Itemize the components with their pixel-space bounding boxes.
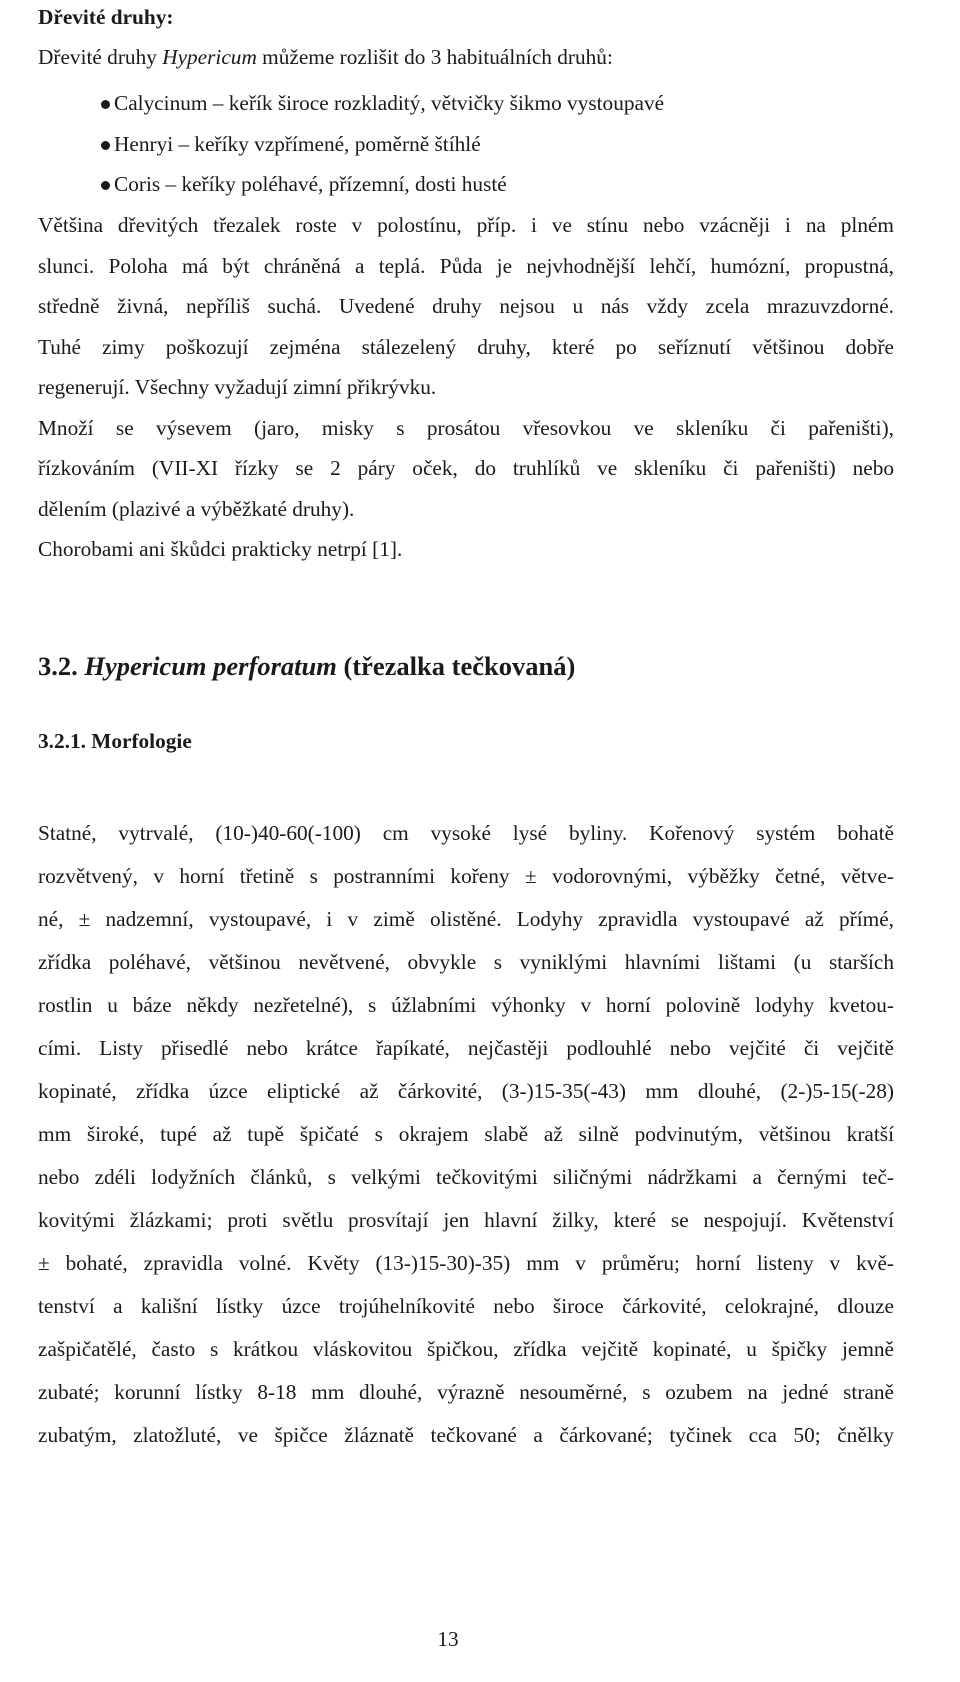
paragraph-line: rostlin u báze někdy nezřetelné), s úžlabními výhonky v horní polovině lodyhy kvetou- [38, 993, 894, 1017]
paragraph-line: zubatým, zlatožluté, ve špičce žláznatě tečkované a čárkované; tyčinek cca 50; čnělky [38, 1423, 894, 1447]
paragraph-line: tenství a kališní lístky úzce trojúhelníkovité nebo široce čárkovité, celokrajné, dlouze [38, 1294, 894, 1318]
paragraph-diseases: Chorobami ani škůdci prakticky netrpí [1]. [38, 537, 403, 561]
page-number: 13 [437, 1627, 459, 1651]
paragraph-line: zubaté; korunní lístky 8-18 mm dlouhé, výrazně nesouměrné, s ozubem na jedné straně [38, 1380, 894, 1404]
bullet-text: Coris – keříky poléhavé, přízemní, dosti husté [114, 172, 507, 196]
intro-genus: Hypericum [162, 45, 257, 69]
bullet-text: Calycinum – keřík široce rozkladitý, větvičky šikmo vystoupavé [114, 91, 665, 115]
paragraph-line: mm široké, tupé až tupě špičaté s okrajem slabě až silně podvinutým, většinou kratší [38, 1122, 894, 1146]
paragraph-line: Statné, vytrvalé, (10-)40-60(-100) cm vysoké lysé byliny. Kořenový systém bohatě [38, 821, 894, 845]
section-title-common: (třezalka tečkovaná) [336, 651, 576, 681]
paragraph-line: zřídka poléhavé, většinou nevětvené, obvykle s vyniklými hlavními lištami (u starších [38, 950, 894, 974]
paragraph-line: kovitými žlázkami; proti světlu prosvítají jen hlavní žilky, které se nespojují. Květenství [38, 1208, 894, 1232]
section-heading-morphology: 3.2.1. Morfologie [38, 729, 192, 753]
section-title-species: Hypericum perforatum [84, 651, 337, 681]
bullet-text: Henryi – keříky vzpřímené, poměrně štíhlé [114, 132, 481, 156]
section-number: 3.2. [38, 651, 78, 681]
paragraph-line: Většina dřevitých třezalek roste v polostínu, příp. i ve stínu nebo vzácněji i na plném [38, 213, 894, 237]
paragraph-line: dělením (plazivé a výběžkaté druhy). [38, 497, 355, 521]
intro-post: můžeme rozlišit do 3 habituálních druhů: [256, 45, 613, 69]
paragraph-line: středně živná, nepříliš suchá. Uvedené druhy nejsou u nás vždy zcela mrazuvzdorné. [38, 294, 894, 318]
bullet-icon [101, 100, 110, 109]
paragraph-line: rozvětvený, v horní třetině s postranními kořeny ± vodorovnými, výběžky četné, větve- [38, 864, 894, 888]
paragraph-line: zašpičatělé, často s krátkou vláskovitou špičkou, zřídka vejčitě kopinaté, u špičky jemně [38, 1337, 894, 1361]
paragraph-line: Množí se výsevem (jaro, misky s prosátou vřesovkou ve skleníku či pařeništi), [38, 416, 894, 440]
section-heading-woody: Dřevité druhy: [38, 5, 174, 29]
paragraph-line: né, ± nadzemní, vystoupavé, i v zimě olistěné. Lodyhy zpravidla vystoupavé až přímé, [38, 907, 894, 931]
intro-line [38, 44, 894, 70]
section-heading-3-2 [38, 650, 575, 682]
paragraph-line: ± bohaté, zpravidla volné. Květy (13-)15-30)-35) mm v průměru; horní listeny v kvě- [38, 1251, 894, 1275]
paragraph-line: řízkováním (VII-XI řízky se 2 páry oček, do truhlíků ve skleníku či pařeništi) nebo [38, 456, 894, 480]
paragraph-line: slunci. Poloha má být chráněná a teplá. Půda je nejvhodnější lehčí, humózní, propustná, [38, 254, 894, 278]
paragraph-line: kopinaté, zřídka úzce eliptické až čárkovité, (3-)15-35(-43) mm dlouhé, (2-)5-15(-28) [38, 1079, 894, 1103]
paragraph-line: cími. Listy přisedlé nebo krátce řapíkaté, nejčastěji podlouhlé nebo vejčité či vejčitě [38, 1036, 894, 1060]
paragraph-line: nebo zdéli lodyžních článků, s velkými tečkovitými siličnými nádržkami a černými teč- [38, 1165, 894, 1189]
paragraph-line: Tuhé zimy poškozují zejména stálezelený druhy, které po seříznutí většinou dobře [38, 335, 894, 359]
paragraph-line: regenerují. Všechny vyžadují zimní přikrývku. [38, 375, 437, 399]
bullet-icon [101, 181, 110, 190]
intro-pre: Dřevité druhy [38, 45, 163, 69]
bullet-icon [101, 141, 110, 150]
